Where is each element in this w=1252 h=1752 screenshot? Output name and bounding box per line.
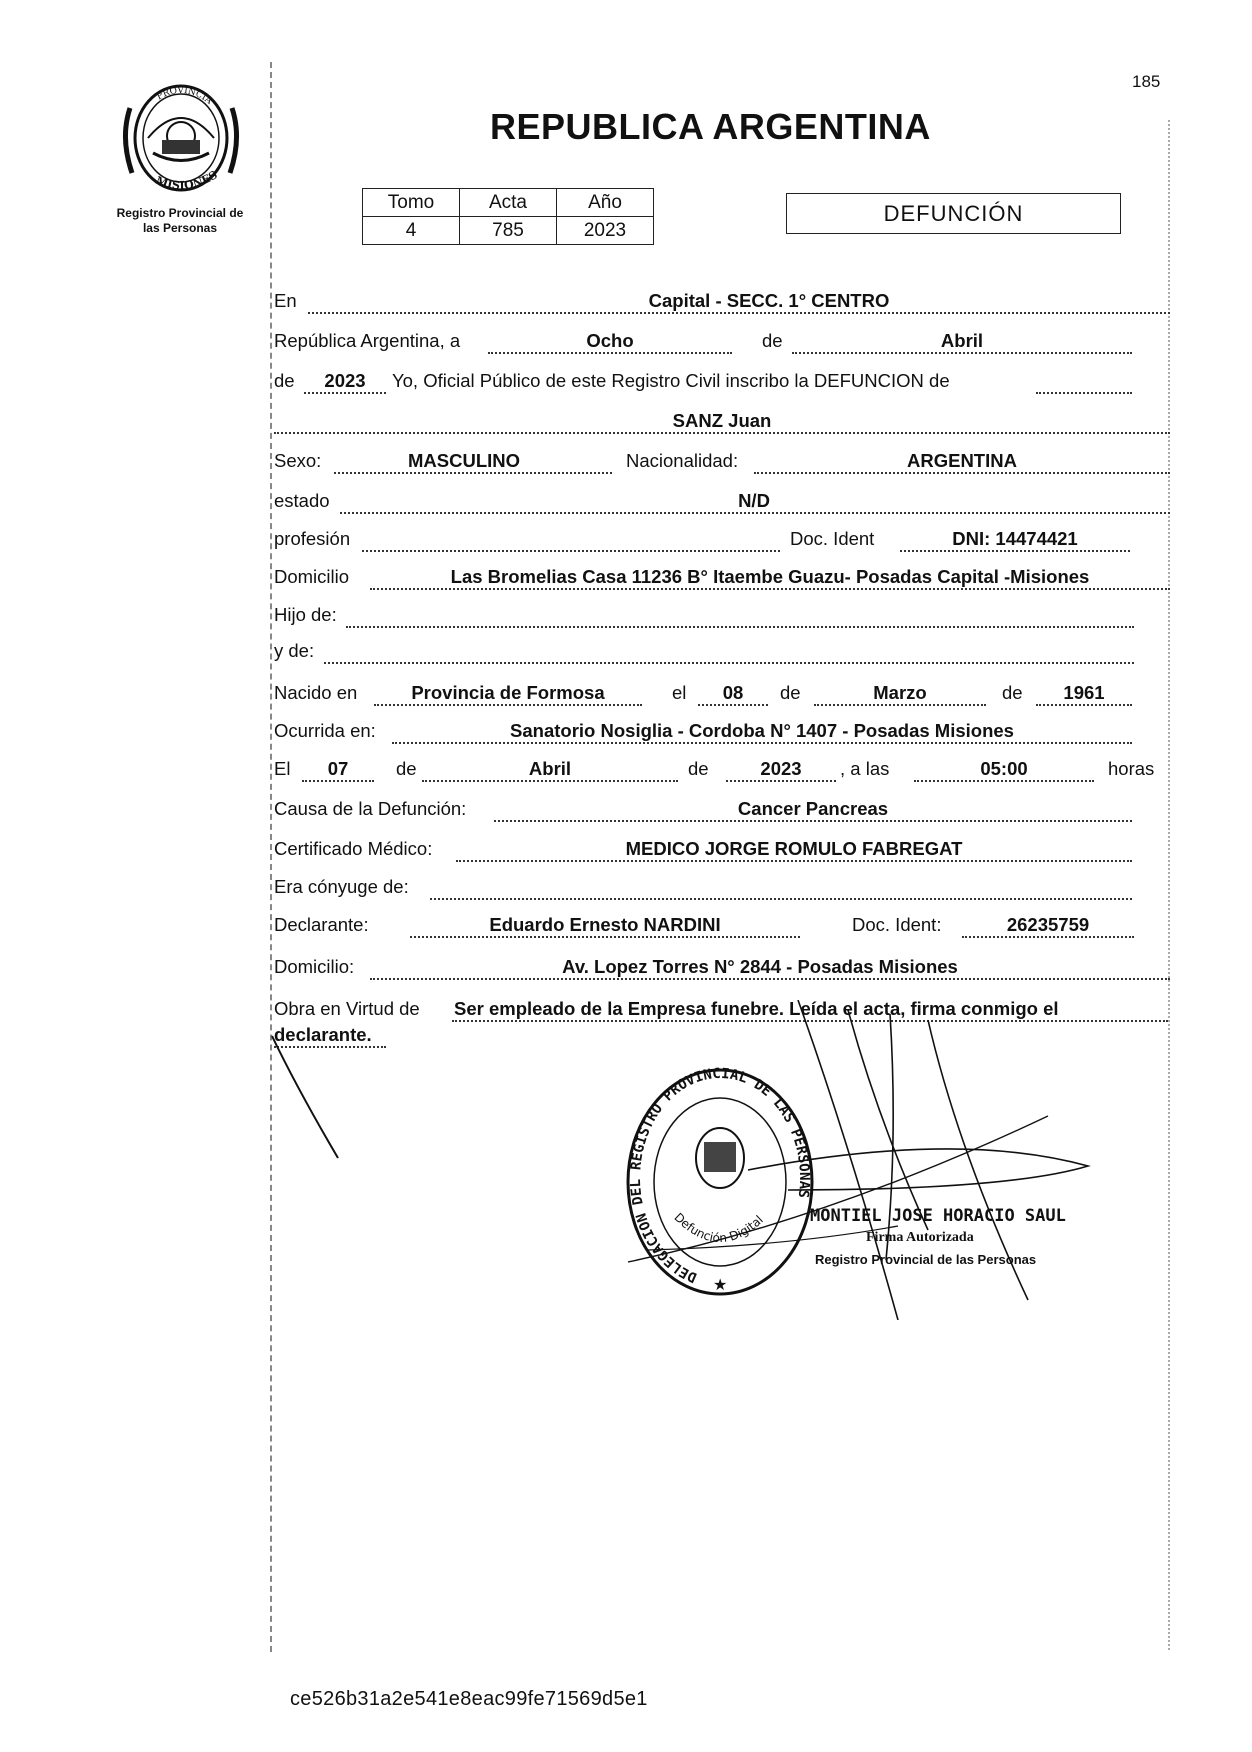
born-de-label: de	[780, 682, 801, 703]
registry-caption	[100, 206, 260, 236]
born-el-label: el	[672, 682, 687, 703]
spouse-label: Era cónyuge de:	[274, 876, 409, 897]
document-hash: ce526b31a2e541e8eac99fe71569d5e1	[290, 1688, 648, 1710]
row-cause	[274, 792, 1170, 824]
row-address	[274, 560, 1170, 592]
sex-value: MASCULINO	[407, 450, 521, 471]
record-table-header-row	[363, 189, 654, 217]
row-declarant	[274, 908, 1170, 940]
virtue-value-line2: declarante.	[274, 1024, 372, 1045]
born-place: Provincia de Formosa	[411, 682, 605, 703]
row-date-2	[274, 364, 1170, 396]
record-table	[362, 188, 654, 245]
anio-value: 2023	[557, 217, 654, 245]
hours-label: horas	[1108, 758, 1155, 779]
nationality-value: ARGENTINA	[907, 450, 1017, 471]
occurred-value: Sanatorio Nosiglia - Cordoba N° 1407 - Posadas Misiones	[510, 720, 1014, 741]
row-spouse	[274, 870, 1170, 902]
profession-label: profesión	[274, 528, 351, 549]
row-marital-status	[274, 484, 1170, 516]
and-of-label: y de:	[274, 640, 315, 661]
year-value: 2023	[324, 370, 366, 391]
sex-label: Sexo:	[274, 450, 322, 471]
record-type-box: DEFUNCIÓN	[786, 193, 1121, 234]
declarant-address-value: Av. Lopez Torres N° 2844 - Posadas Misiones	[562, 956, 958, 977]
place-value: Capital - SECC. 1° CENTRO	[648, 290, 890, 311]
death-de-label: de	[396, 758, 417, 779]
row-profession	[274, 522, 1170, 554]
registry-caption-line2: las Personas	[142, 221, 218, 235]
row-birth	[274, 676, 1170, 708]
page-number: 185	[1132, 72, 1161, 91]
row-place	[274, 284, 1170, 316]
marital-label: estado	[274, 490, 330, 511]
svg-text:★: ★	[713, 1277, 728, 1294]
row-certificate	[274, 832, 1170, 864]
row-date-1	[274, 324, 1170, 356]
row-child-of	[274, 598, 1170, 630]
row-deceased-name	[274, 404, 1170, 436]
death-time-label: , a las	[840, 758, 890, 779]
record-table-value-row	[363, 217, 654, 245]
registry-text: Yo, Oficial Público de este Registro Civil inscribo la DEFUNCION de	[392, 370, 950, 391]
address-value: Las Bromelias Casa 11236 B° Itaembe Guazu- Posadas Capital -Misiones	[450, 566, 1090, 587]
death-month: Abril	[528, 758, 572, 779]
month-value: Abril	[940, 330, 984, 351]
row-sex	[274, 444, 1170, 476]
death-de2-label: de	[688, 758, 709, 779]
child-of-label: Hijo de:	[274, 604, 337, 625]
tomo-header: Tomo	[363, 189, 460, 217]
de-label: de	[762, 330, 783, 351]
declarant-doc-label: Doc. Ident:	[852, 914, 942, 935]
certificate-value: MEDICO JORGE ROMULO FABREGAT	[625, 838, 963, 859]
registry-caption-line1: Registro Provincial de	[116, 206, 244, 220]
signer-name: MONTIEL JOSE HORACIO SAUL	[810, 1206, 1066, 1226]
declarant-value: Eduardo Ernesto NARDINI	[489, 914, 721, 935]
country-label: República Argentina, a	[274, 330, 461, 351]
place-label: En	[274, 290, 297, 311]
death-time: 05:00	[980, 758, 1028, 779]
row-death-date	[274, 752, 1170, 784]
left-margin-line	[270, 62, 272, 1652]
doc-label: Doc. Ident	[790, 528, 875, 549]
marital-value: N/D	[738, 490, 770, 511]
death-year: 2023	[760, 758, 802, 779]
svg-text:DELEGACION DEL REGISTRO PROVIN: DELEGACION DEL REGISTRO PROVINCIAL DE LAS PERSONAS	[627, 1065, 813, 1286]
day-value: Ocho	[586, 330, 634, 351]
document-title: REPUBLICA ARGENTINA	[490, 106, 931, 147]
row-declarant-address	[274, 950, 1170, 982]
signer-title: Firma Autorizada	[866, 1230, 974, 1245]
row-occurred	[274, 714, 1170, 746]
born-label: Nacido en	[274, 682, 358, 703]
deceased-name: SANZ Juan	[672, 410, 772, 431]
acta-value: 785	[460, 217, 557, 245]
declarant-address-label: Domicilio:	[274, 956, 355, 977]
nationality-label: Nacionalidad:	[626, 450, 739, 471]
born-month: Marzo	[873, 682, 927, 703]
tomo-value: 4	[363, 217, 460, 245]
cause-value: Cancer Pancreas	[737, 798, 889, 819]
handwritten-signature	[628, 1000, 1148, 1320]
virtue-label: Obra en Virtud de	[274, 998, 420, 1019]
cause-label: Causa de la Defunción:	[274, 798, 467, 819]
svg-text:PROVINCIA DE: PROVINCIA	[155, 85, 214, 107]
svg-text:MISIONES: MISIONES	[154, 168, 220, 193]
occurred-label: Ocurrida en:	[274, 720, 376, 741]
doc-value: DNI: 14474421	[952, 528, 1078, 549]
address-label: Domicilio	[274, 566, 350, 587]
certificate-label: Certificado Médico:	[274, 838, 433, 859]
signer-organization: Registro Provincial de las Personas	[815, 1252, 1037, 1267]
death-day: 07	[327, 758, 349, 779]
born-year: 1961	[1063, 682, 1105, 703]
virtue-value: Ser empleado de la Empresa funebre. Leída el acta, firma conmigo el	[454, 998, 1059, 1019]
acta-header: Acta	[460, 189, 557, 217]
declarant-label: Declarante:	[274, 914, 369, 935]
declarant-doc-value: 26235759	[1006, 914, 1090, 935]
svg-text:Defunción Digital: Defunción Digital	[671, 1210, 766, 1246]
row-and-of	[274, 634, 1170, 666]
misiones-coat-of-arms	[118, 78, 244, 198]
death-el-label: El	[274, 758, 291, 779]
pen-stroke	[268, 1030, 348, 1170]
born-de2-label: de	[1002, 682, 1023, 703]
de2-label: de	[274, 370, 295, 391]
anio-header: Año	[557, 189, 654, 217]
born-day: 08	[722, 682, 744, 703]
